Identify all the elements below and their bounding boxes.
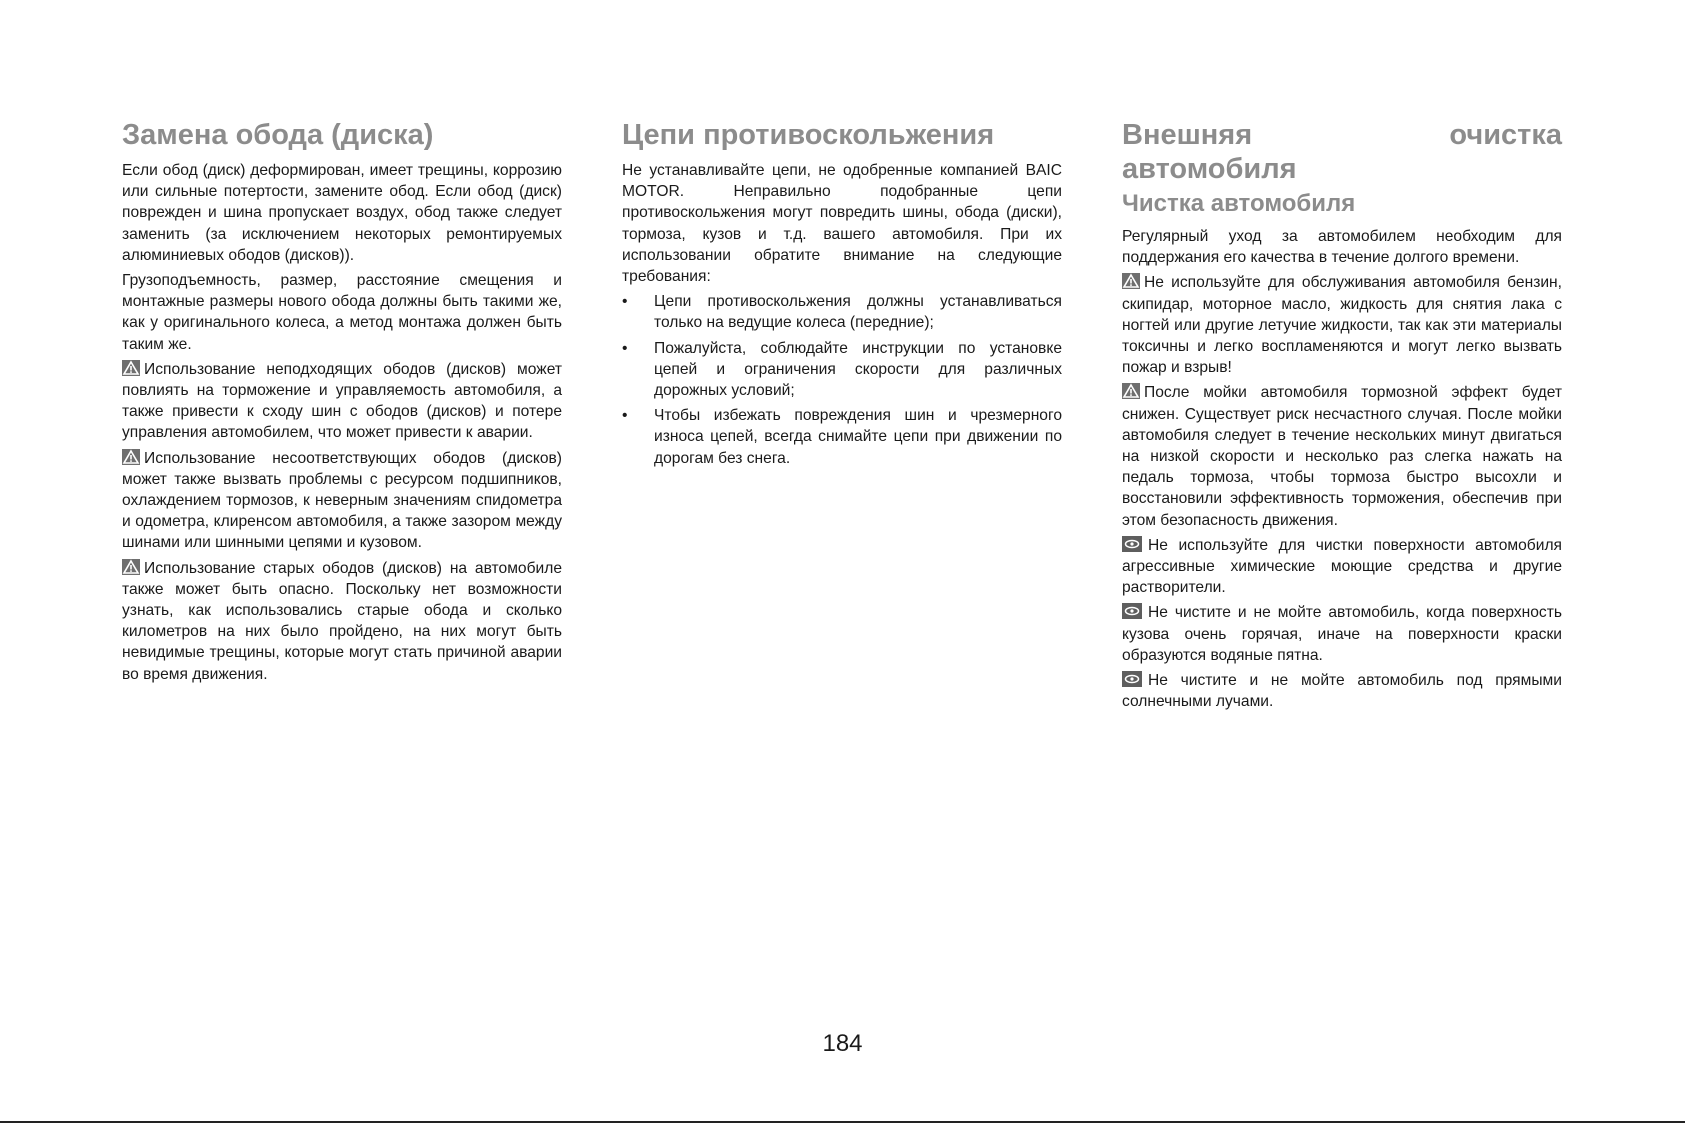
bullet: • xyxy=(622,407,628,425)
warning-paragraph xyxy=(122,448,562,554)
list-item xyxy=(622,405,1062,469)
warning-text: После мойки автомобиля тормозной эффект будет снижен. Существует риск несчастного случая. После мойки автомобиля следует в течение нескольких минут двигаться на низкой скорости и несколько раз слегка нажать на педаль тормоза, чтобы тормоза быстро высохли и восстановили эффективность торможения, обеспечив при этом безопасность движения. xyxy=(1122,384,1562,529)
warning-paragraph xyxy=(122,558,562,685)
section-title: Цепи противоскольжения xyxy=(622,119,995,151)
warning-paragraph xyxy=(122,359,562,444)
warning-paragraph xyxy=(1122,272,1562,378)
list-item xyxy=(622,291,1062,333)
car-wash-note-icon xyxy=(1122,536,1142,552)
warning-text: Не используйте для обслуживания автомобиля бензин, скипидар, моторное масло, жидкость для снятия лака с ногтей или другие летучие жидкости, так как эти материалы токсичны и легко воспламеняются и могут легко вызвать пожар и взрыв! xyxy=(1122,274,1562,377)
section-title-line2: автомобиля xyxy=(1122,153,1297,185)
warning-text: Использование старых ободов (дисков) на автомобиле также может быть опасно. Поскольку нет возможности узнать, как использовались старые обода и сколько километров на них было пройдено, на них могут быть невидимые трещины, которые могут стать причиной аварии во время движения. xyxy=(122,559,562,683)
warning-text: Использование неподходящих ободов (дисков) может повлиять на торможение и управляемость автомобиля, а также привести к сходу шин с ободов (дисков) и потере управления автомобилем, что может привести к аварии. xyxy=(122,360,562,442)
section-title-line1: Внешняя очистка xyxy=(1122,119,1562,151)
warning-icon xyxy=(1122,273,1140,289)
bullet: • xyxy=(622,339,628,357)
bullet: • xyxy=(622,293,628,311)
requirements-list xyxy=(622,291,1062,469)
warning-paragraph xyxy=(1122,382,1562,530)
note-text: Не используйте для чистки поверхности автомобиля агрессивные химические моющие средства и другие растворители. xyxy=(1122,536,1562,597)
note-paragraph xyxy=(1122,535,1562,599)
warning-icon xyxy=(122,449,140,465)
car-wash-note-icon xyxy=(1122,671,1142,687)
column-rim-replacement xyxy=(122,118,562,689)
list-item-text: Пожалуйста, соблюдайте инструкции по установке цепей и ограничения скорости для различных дорожных условий; xyxy=(654,339,1062,400)
car-wash-note-icon xyxy=(1122,603,1142,619)
warning-icon xyxy=(1122,383,1140,399)
paragraph: Регулярный уход за автомобилем необходим для поддержания его качества в течение долгого времени. xyxy=(1122,228,1562,267)
list-item-text: Чтобы избежать повреждения шин и чрезмерного износа цепей, всегда снимайте цепи при движении по дорогам без снега. xyxy=(654,407,1062,467)
warning-text: Использование несоответствующих ободов (дисков) может также вызвать проблемы с ресурсом подшипников, охлаждением тормозов, к неверным значениям спидометра и одометра, клиренсом автомобиля, а также зазором между шинами или шинными цепями и кузовом. xyxy=(122,449,562,552)
section-subtitle: Чистка автомобиля xyxy=(1122,190,1356,217)
column-snow-chains xyxy=(622,118,1062,473)
paragraph: Если обод (диск) деформирован, имеет трещины, коррозию или сильные потертости, замените обод. Если обод (диск) поврежден и шина пропускает воздух, обод также следует заменить (за исключением некоторых ремонтируемых алюминиевых ободов (дисков)). xyxy=(122,162,562,264)
column-exterior-cleaning xyxy=(1122,118,1562,716)
note-paragraph xyxy=(1122,670,1562,712)
warning-icon xyxy=(122,360,140,376)
section-title: Замена обода (диска) xyxy=(122,119,434,151)
note-paragraph xyxy=(1122,602,1562,666)
list-item xyxy=(622,338,1062,402)
paragraph: Грузоподъемность, размер, расстояние смещения и монтажные размеры нового обода должны быть такими же, как у оригинального колеса, а метод монтажа должен быть таким же. xyxy=(122,272,562,353)
warning-icon xyxy=(122,559,140,575)
paragraph: Не устанавливайте цепи, не одобренные компанией BAIC MOTOR. Неправильно подобранные цепи противоскольжения могут повредить шины, обода (диски), тормоза, кузов и т.д. вашего автомобиля. При их использовании обратите внимание на следующие требования: xyxy=(622,162,1062,286)
note-text: Не чистите и не мойте автомобиль под прямыми солнечными лучами. xyxy=(1122,672,1562,711)
note-text: Не чистите и не мойте автомобиль, когда поверхность кузова очень горячая, иначе на поверхности краски образуются водяные пятна. xyxy=(1122,604,1562,664)
list-item-text: Цепи противоскольжения должны устанавливаться только на ведущие колеса (передние); xyxy=(654,293,1062,332)
page-number: 184 xyxy=(822,1030,863,1057)
